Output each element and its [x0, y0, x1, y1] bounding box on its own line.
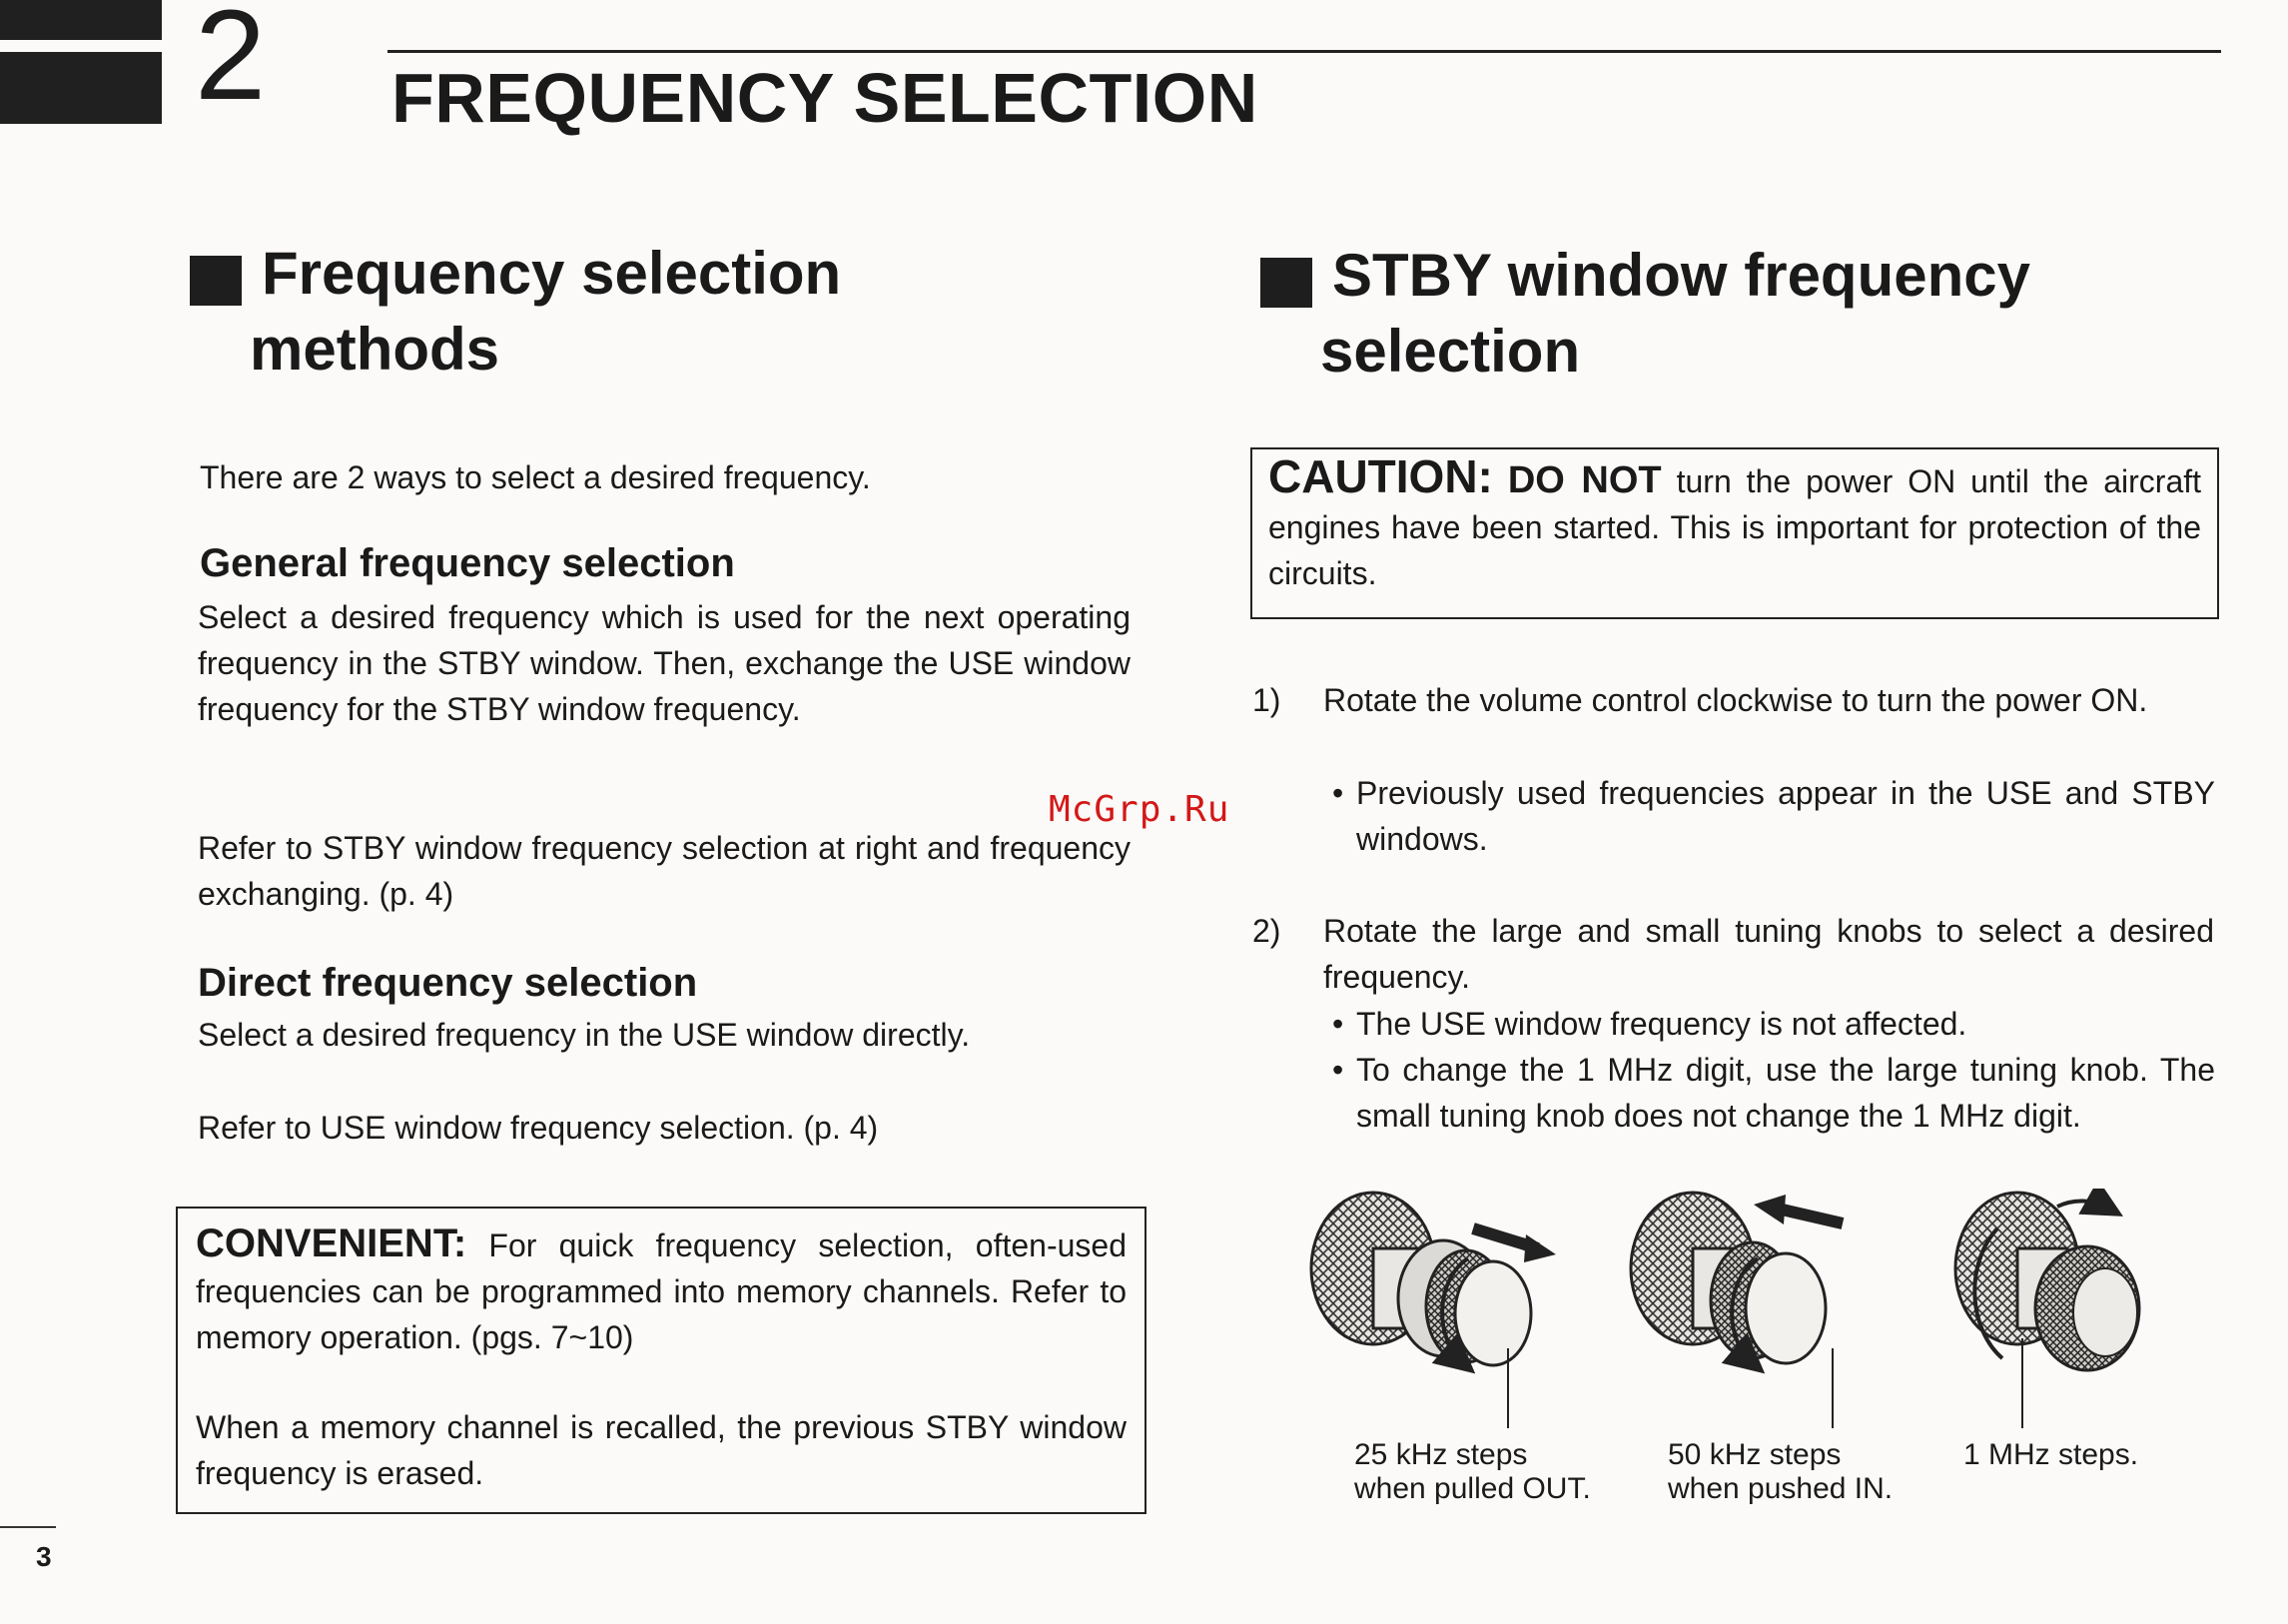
page-number-rule — [0, 1526, 56, 1528]
left-section-heading — [190, 236, 841, 388]
right-heading-line2: selection — [1320, 318, 1581, 385]
left-heading-line1: Frequency selection — [262, 240, 842, 307]
direct-selection-ref: Refer to USE window frequency selection. (p. 4) — [198, 1110, 879, 1146]
chapter-tab-lower — [0, 52, 162, 124]
right-heading-line1: STBY window frequency — [1332, 242, 2030, 309]
tuning-knob-figure — [1298, 1189, 2217, 1428]
caption-pulled-out-line1: 25 kHz steps — [1354, 1438, 1528, 1471]
step-2-bullet-1-text: The USE window frequency is not affected. — [1356, 1006, 1967, 1042]
knob-pushed-in-icon — [1631, 1193, 1843, 1428]
caption-1mhz — [1963, 1438, 2138, 1472]
caution-label: CAUTION: — [1268, 450, 1493, 502]
direct-selection-body: Select a desired frequency in the USE window directly. — [198, 1017, 971, 1053]
step-1-text: Rotate the volume control clockwise to turn the power ON. — [1323, 682, 2148, 718]
watermark: McGrp.Ru — [1049, 789, 1230, 830]
right-section-heading — [1260, 238, 2030, 390]
caption-pushed-in-line2: when pushed IN. — [1668, 1472, 1894, 1505]
knob-large-rotation-icon — [1955, 1193, 2139, 1428]
caption-pulled-out-line2: when pulled OUT. — [1354, 1472, 1591, 1505]
step-1-number: 1) — [1252, 682, 1281, 718]
heading-square-icon — [1260, 258, 1312, 308]
caption-pulled-out — [1354, 1438, 1591, 1506]
general-selection-title: General frequency selection — [200, 541, 735, 585]
direct-selection-title: Direct frequency selection — [198, 961, 698, 1005]
page-number: 3 — [36, 1541, 52, 1572]
chapter-number: 2 — [195, 0, 267, 127]
caution-emphasis: DO NOT — [1507, 459, 1662, 501]
caption-1mhz-line1: 1 MHz steps. — [1963, 1438, 2139, 1471]
step-1-bullet-1-text: Previously used frequencies appear in the USE and STBY windows. — [1356, 775, 2215, 857]
bullet-dot-icon: • — [1332, 775, 1344, 811]
chapter-tab-upper — [0, 0, 162, 40]
bullet-dot-icon: • — [1332, 1052, 1344, 1088]
convenient-label: CONVENIENT: — [196, 1221, 467, 1265]
caution-text — [1268, 450, 2202, 596]
knob-pulled-out-icon — [1311, 1193, 1556, 1428]
caption-pushed-in-line1: 50 kHz steps — [1668, 1438, 1842, 1471]
convenient-text — [196, 1220, 1127, 1360]
header-rule — [387, 50, 2221, 53]
caution-box — [1250, 447, 2219, 619]
step-2-number: 2) — [1252, 913, 1281, 949]
heading-square-icon — [190, 256, 242, 306]
convenient-body: For quick frequency selection, often-used frequencies can be programmed into memory channels. Refer to memory operation. (pgs. 7~10) — [196, 1227, 1128, 1355]
step-2-bullet-2 — [1332, 1047, 2215, 1139]
step-2-bullet-2-text: To change the 1 MHz digit, use the large tuning knob. The small tuning knob does not change the 1 MHz digit. — [1356, 1052, 2215, 1134]
left-intro: There are 2 ways to select a desired frequency. — [200, 459, 871, 495]
chapter-title: FREQUENCY SELECTION — [391, 59, 1258, 137]
caution-body: turn the power ON until the aircraft engines have been started. This is important for protection of the circuits. — [1268, 463, 2202, 591]
general-selection-ref: Refer to STBY window frequency selection at right and frequency exchanging. (p. 4) — [198, 830, 1131, 912]
step-1-bullet-1 — [1332, 770, 2215, 862]
step-2-text: Rotate the large and small tuning knobs to select a desired frequency. — [1323, 913, 2214, 995]
general-selection-body: Select a desired frequency which is used for the next operating frequency in the STBY window. Then, exchange the USE window frequency for the STBY window frequency. — [198, 599, 1131, 727]
convenient-box — [176, 1207, 1146, 1514]
convenient-note: When a memory channel is recalled, the previous STBY window frequency is erased. — [196, 1409, 1127, 1491]
bullet-dot-icon: • — [1332, 1006, 1344, 1042]
caption-pushed-in — [1668, 1438, 1893, 1506]
left-heading-line2: methods — [250, 316, 500, 383]
step-2-bullet-1 — [1332, 1001, 2215, 1047]
